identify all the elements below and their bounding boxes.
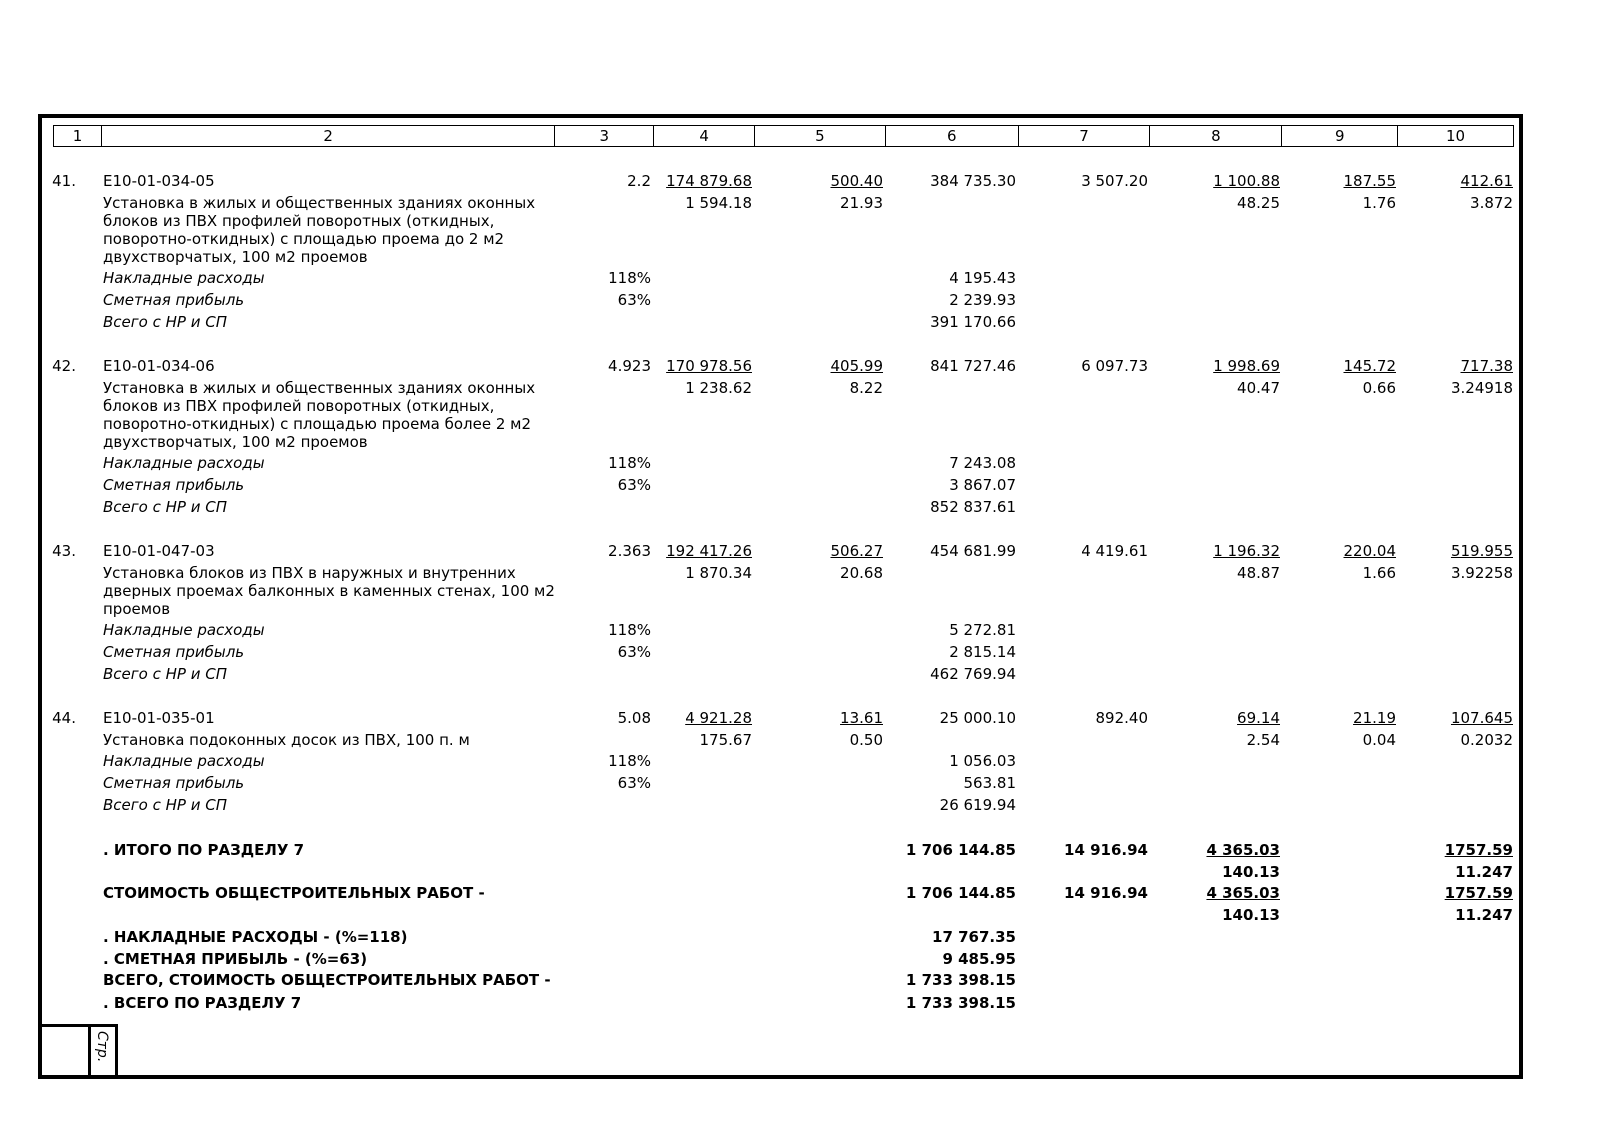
overhead-percent: 118%	[608, 752, 651, 770]
item-number: 44.	[52, 709, 76, 727]
overhead-label: Накладные расходы	[103, 454, 265, 472]
col-header-6: 6	[886, 126, 1019, 146]
profit-label: Сметная прибыль	[103, 476, 245, 494]
summary-sp-value: 9 485.95	[942, 950, 1016, 968]
item-col5: 506.27	[830, 542, 883, 560]
item-description-line: поворотно-откидных) с площадью проема более 2 м2	[103, 415, 532, 433]
col-header-9: 9	[1282, 126, 1398, 146]
item-description-line: блоков из ПВХ профилей поворотных (откидных,	[103, 212, 495, 230]
profit-percent: 63%	[617, 291, 651, 309]
item-total-value: 26 619.94	[939, 796, 1016, 814]
page-number-label: Стр.	[94, 1031, 110, 1063]
col-header-4: 4	[654, 126, 755, 146]
item-col5: 405.99	[830, 357, 883, 375]
item-code: Е10-01-047-03	[103, 542, 215, 560]
summary-total-value: 1 733 398.15	[905, 971, 1016, 989]
itogo-col8: 4 365.03	[1206, 841, 1280, 859]
item-col5-sub: 20.68	[840, 564, 883, 582]
overhead-percent: 118%	[608, 621, 651, 639]
item-description-line: Установка подоконных досок из ПВХ, 100 п. м	[103, 731, 470, 749]
item-code: Е10-01-035-01	[103, 709, 215, 727]
cost-col8-sub: 140.13	[1222, 906, 1280, 924]
item-col4: 192 417.26	[666, 542, 752, 560]
item-col8: 1 100.88	[1213, 172, 1280, 190]
item-description-line: двухстворчатых, 100 м2 проемов	[103, 433, 368, 451]
item-col10-sub: 3.24918	[1450, 379, 1513, 397]
item-col4: 4 921.28	[685, 709, 752, 727]
item-col6: 454 681.99	[930, 542, 1016, 560]
item-description-line: Установка в жилых и общественных зданиях оконных	[103, 379, 536, 397]
item-col8-sub: 48.25	[1237, 194, 1280, 212]
item-col10: 519.955	[1450, 542, 1513, 560]
item-quantity: 2.363	[608, 542, 651, 560]
summary-sp-label: . СМЕТНАЯ ПРИБЫЛЬ - (%=63)	[103, 950, 368, 968]
overhead-percent: 118%	[608, 269, 651, 287]
item-col8: 1 196.32	[1213, 542, 1280, 560]
item-number: 41.	[52, 172, 76, 190]
itogo-col7: 14 916.94	[1064, 841, 1148, 859]
item-col10-sub: 0.2032	[1460, 731, 1513, 749]
cost-col6: 1 706 144.85	[905, 884, 1016, 902]
profit-label: Сметная прибыль	[103, 774, 245, 792]
overhead-value: 4 195.43	[949, 269, 1016, 287]
item-total-value: 852 837.61	[930, 498, 1016, 516]
item-number: 42.	[52, 357, 76, 375]
section-total-value: 1 733 398.15	[905, 994, 1016, 1012]
profit-value: 2 239.93	[949, 291, 1016, 309]
overhead-value: 1 056.03	[949, 752, 1016, 770]
item-col6: 841 727.46	[930, 357, 1016, 375]
item-col10: 412.61	[1460, 172, 1513, 190]
overhead-label: Накладные расходы	[103, 269, 265, 287]
item-description-line: дверных проемах балконных в каменных стенах, 100 м2	[103, 582, 555, 600]
item-col10-sub: 3.872	[1470, 194, 1513, 212]
item-col8-sub: 48.87	[1237, 564, 1280, 582]
item-col9: 21.19	[1353, 709, 1396, 727]
item-col7: 3 507.20	[1081, 172, 1148, 190]
item-code: Е10-01-034-06	[103, 357, 215, 375]
item-total-label: Всего с НР и СП	[103, 796, 227, 814]
overhead-percent: 118%	[608, 454, 651, 472]
overhead-value: 5 272.81	[949, 621, 1016, 639]
itogo-col8-sub: 140.13	[1222, 863, 1280, 881]
item-total-label: Всего с НР и СП	[103, 498, 227, 516]
item-col10-sub: 3.92258	[1450, 564, 1513, 582]
item-col10: 717.38	[1460, 357, 1513, 375]
item-col8-sub: 40.47	[1237, 379, 1280, 397]
overhead-label: Накладные расходы	[103, 621, 265, 639]
item-quantity: 5.08	[617, 709, 651, 727]
item-col4-sub: 175.67	[699, 731, 752, 749]
item-col9: 187.55	[1343, 172, 1396, 190]
item-col4-sub: 1 594.18	[685, 194, 752, 212]
item-description-line: Установка блоков из ПВХ в наружных и внутренних	[103, 564, 516, 582]
cost-label: СТОИМОСТЬ ОБЩЕСТРОИТЕЛЬНЫХ РАБОТ -	[103, 884, 485, 902]
profit-value: 563.81	[963, 774, 1016, 792]
item-col5: 500.40	[830, 172, 883, 190]
item-col9-sub: 1.76	[1362, 194, 1396, 212]
item-col6: 25 000.10	[939, 709, 1016, 727]
profit-label: Сметная прибыль	[103, 291, 245, 309]
item-col8: 69.14	[1237, 709, 1280, 727]
profit-percent: 63%	[617, 774, 651, 792]
section-total-label: . ВСЕГО ПО РАЗДЕЛУ 7	[103, 994, 302, 1012]
item-col5-sub: 0.50	[849, 731, 883, 749]
profit-percent: 63%	[617, 643, 651, 661]
item-col10: 107.645	[1450, 709, 1513, 727]
profit-value: 2 815.14	[949, 643, 1016, 661]
profit-value: 3 867.07	[949, 476, 1016, 494]
page-stamp	[38, 1024, 118, 1079]
item-col4-sub: 1 238.62	[685, 379, 752, 397]
summary-nr-label: . НАКЛАДНЫЕ РАСХОДЫ - (%=118)	[103, 928, 408, 946]
overhead-label: Накладные расходы	[103, 752, 265, 770]
col-header-2: 2	[102, 126, 555, 146]
item-description-line: проемов	[103, 600, 171, 618]
cost-col10-sub: 11.247	[1455, 906, 1513, 924]
item-col6: 384 735.30	[930, 172, 1016, 190]
itogo-col10: 1757.59	[1444, 841, 1513, 859]
item-col5: 13.61	[840, 709, 883, 727]
col-header-3: 3	[555, 126, 654, 146]
item-col7: 4 419.61	[1081, 542, 1148, 560]
item-code: Е10-01-034-05	[103, 172, 215, 190]
item-col5-sub: 8.22	[849, 379, 883, 397]
itogo-label: . ИТОГО ПО РАЗДЕЛУ 7	[103, 841, 305, 859]
col-header-5: 5	[755, 126, 886, 146]
item-col8-sub: 2.54	[1246, 731, 1280, 749]
item-number: 43.	[52, 542, 76, 560]
profit-percent: 63%	[617, 476, 651, 494]
item-description-line: блоков из ПВХ профилей поворотных (откидных,	[103, 397, 495, 415]
column-header-row	[53, 125, 1514, 147]
item-description-line: Установка в жилых и общественных зданиях оконных	[103, 194, 536, 212]
item-col9-sub: 0.04	[1362, 731, 1396, 749]
item-col9: 145.72	[1343, 357, 1396, 375]
profit-label: Сметная прибыль	[103, 643, 245, 661]
item-col8: 1 998.69	[1213, 357, 1280, 375]
itogo-col10-sub: 11.247	[1455, 863, 1513, 881]
col-header-1: 1	[54, 126, 102, 146]
item-quantity: 4.923	[608, 357, 651, 375]
item-quantity: 2.2	[627, 172, 651, 190]
item-description-line: поворотно-откидных) с площадью проема до 2 м2	[103, 230, 505, 248]
col-header-8: 8	[1150, 126, 1282, 146]
overhead-value: 7 243.08	[949, 454, 1016, 472]
summary-total-label: ВСЕГО, СТОИМОСТЬ ОБЩЕСТРОИТЕЛЬНЫХ РАБОТ -	[103, 971, 551, 989]
stamp-divider	[88, 1027, 91, 1079]
itogo-col6: 1 706 144.85	[905, 841, 1016, 859]
item-total-label: Всего с НР и СП	[103, 313, 227, 331]
item-col9: 220.04	[1343, 542, 1396, 560]
cost-col7: 14 916.94	[1064, 884, 1148, 902]
item-col7: 892.40	[1095, 709, 1148, 727]
cost-col10: 1757.59	[1444, 884, 1513, 902]
item-col5-sub: 21.93	[840, 194, 883, 212]
cost-col8: 4 365.03	[1206, 884, 1280, 902]
item-col4: 174 879.68	[666, 172, 752, 190]
item-col4: 170 978.56	[666, 357, 752, 375]
item-col7: 6 097.73	[1081, 357, 1148, 375]
item-total-value: 391 170.66	[930, 313, 1016, 331]
item-description-line: двухстворчатых, 100 м2 проемов	[103, 248, 368, 266]
item-total-value: 462 769.94	[930, 665, 1016, 683]
summary-nr-value: 17 767.35	[932, 928, 1016, 946]
item-col4-sub: 1 870.34	[685, 564, 752, 582]
col-header-10: 10	[1446, 127, 1466, 145]
item-col9-sub: 1.66	[1362, 564, 1396, 582]
col-header-7: 7	[1019, 126, 1151, 146]
item-total-label: Всего с НР и СП	[103, 665, 227, 683]
item-col9-sub: 0.66	[1362, 379, 1396, 397]
